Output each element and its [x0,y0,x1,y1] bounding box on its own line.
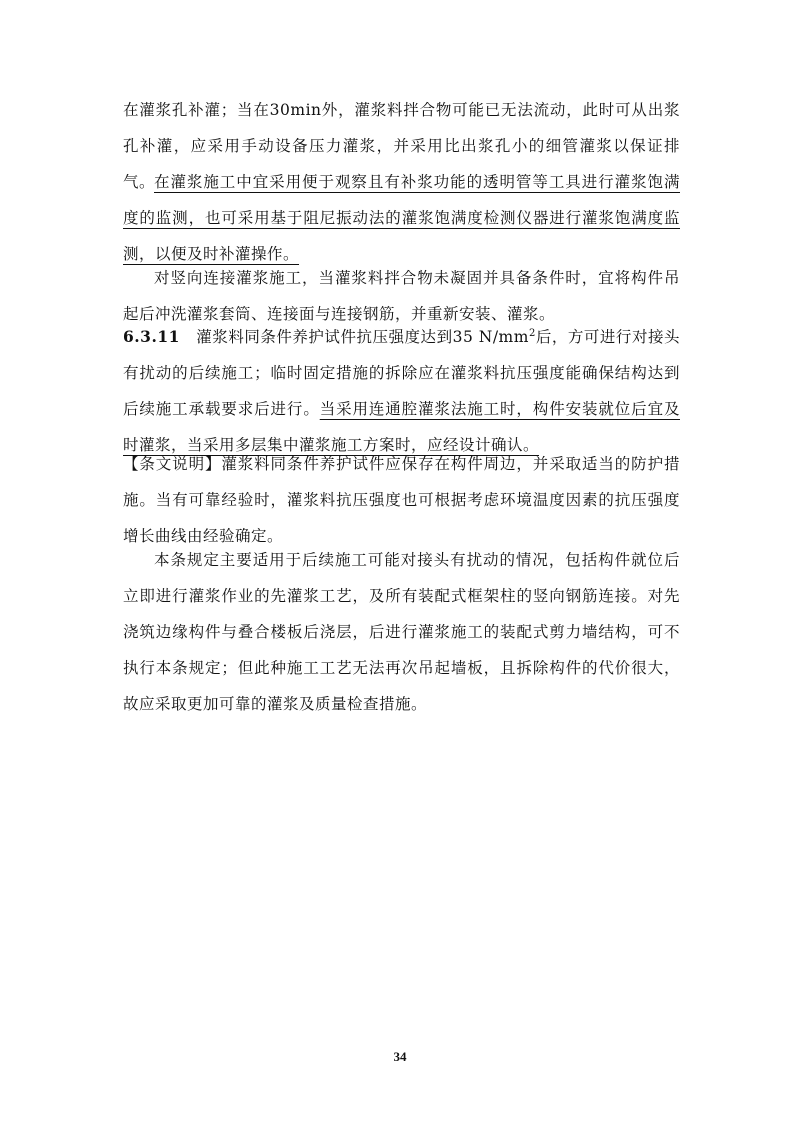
clause-text-followup: 后，方可进行对接头有扰动的后续施工；临时固定措施的拆除应在灌浆料抗压强度能确保结构达到后续施工承载要求后进行。 [123,328,680,418]
clause-text-strength: 灌浆料同条件养护试件抗压强度达到35 N/mm [196,328,529,346]
explanation-label: 【条文说明】 [123,455,222,473]
clause-number: 6.3.11 [123,327,180,346]
paragraph-vertical-connection: 对竖向连接灌浆施工，当灌浆料拌合物未凝固并具备条件时，宜将构件吊起后冲洗灌浆套筒、连接面与连接钢筋，并重新安装、灌浆。 [123,269,680,323]
explanation-text: 灌浆料同条件养护试件应保存在构件周边，并采取适当的防护措施。当有可靠经验时，灌浆料抗压强度也可根据考虑环境温度因素的抗压强度增长曲线由经验确定。 [123,455,680,545]
page-number: 34 [393,1049,407,1064]
paragraph-fullness-monitoring [123,164,680,272]
clause-6-3-11 [123,319,680,463]
paragraph-applicability: 本条规定主要适用于后续施工可能对接头有扰动的情况，包括构件就位后立即进行灌浆作业的先灌浆工艺，及所有装配式框架柱的竖向钢筋连接。对先浇筑边缘构件与叠合楼板后浇层，后进行灌浆施工的装配式剪力墙结构，可不执行本条规定；但此种施工工艺无法再次吊起墙板，且拆除构件的代价很大，故应采取更加可靠的灌浆及质量检查措施。 [123,551,680,713]
superscript-two: 2 [528,327,536,339]
underlined-text-monitoring: 在灌浆施工中宜采用便于观察且有补浆功能的透明管等工具进行灌浆饱满度的监测，也可采用基于阻尼振动法的灌浆饱满度检测仪器进行灌浆饱满度监测，以便及时补灌操作。 [123,173,680,263]
paragraph-grouting-hole-refill: 在灌浆孔补灌；当在30min外，灌浆料拌合物可能已无法流动，此时可从出浆孔补灌，应采用手动设备压力灌浆，并采用比出浆孔小的细管灌浆以保证排气。 [123,101,680,191]
underlined-text-connected-cavity: 当采用连通腔灌浆法施工时，构件安装就位后宜及时灌浆，当采用多层集中灌浆施工方案时，应经设计确认。 [123,400,680,454]
clause-explanation [123,446,680,554]
